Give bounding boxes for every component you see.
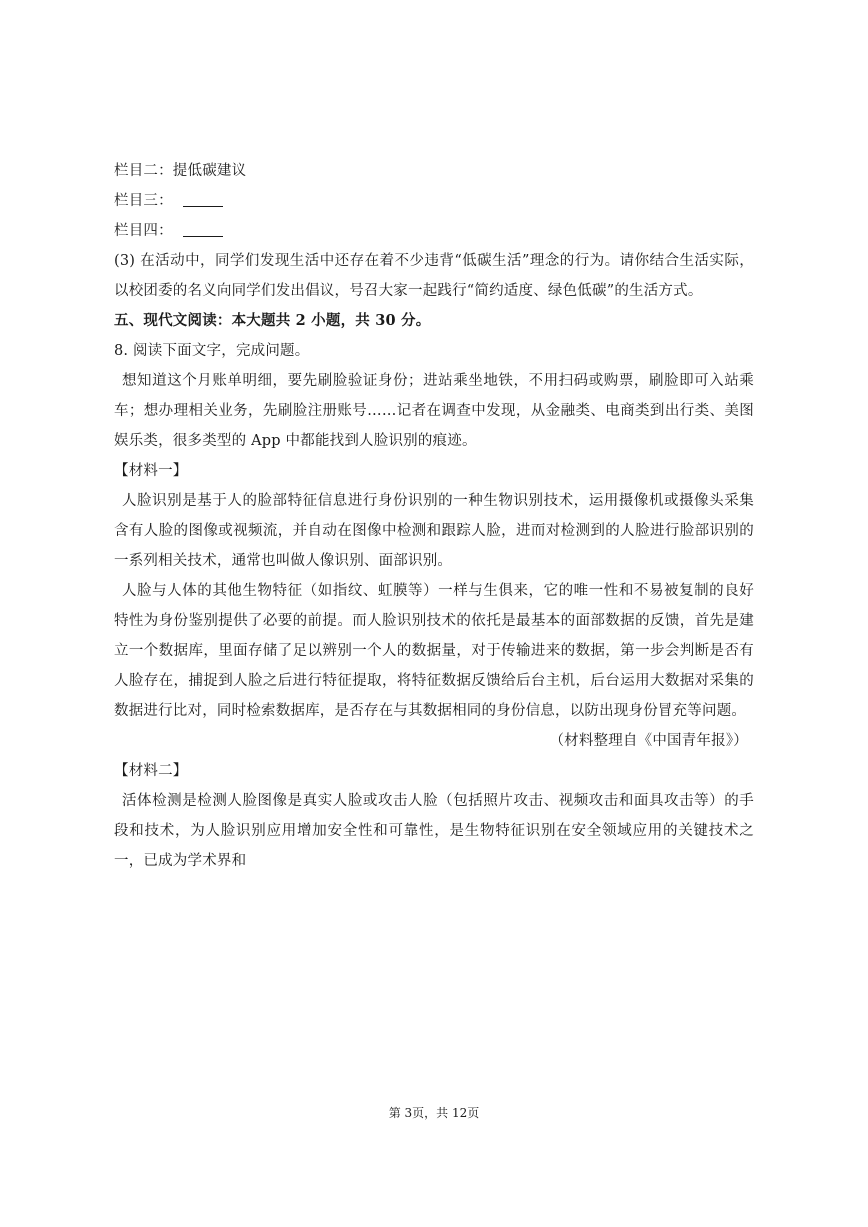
column-four-label: 栏目四： <box>114 223 173 239</box>
answer-blank <box>183 220 223 237</box>
material-one-paragraph-1: 人脸识别是基于人的脸部特征信息进行身份识别的一种生物识别技术，运用摄像机或摄像头采集含有人脸的图像或视频流，并自动在图像中检测和跟踪人脸，进而对检测到的人脸进行脸部识别的一系列相关技术，通常也叫做人像识别、面部识别。 <box>114 493 754 569</box>
material-one-source: （材料整理自《中国青年报》） <box>549 733 748 749</box>
page-content <box>114 156 754 876</box>
column-two-line: 栏目二：提低碳建议 <box>114 163 247 179</box>
material-one-paragraph-2: 人脸与人体的其他生物特征（如指纹、虹膜等）一样与生俱来，它的唯一性和不易被复制的良好特性为身份鉴别提供了必要的前提。而人脸识别技术的依托是最基本的面部数据的反馈，首先是建立一个数据库，里面存储了足以辨别一个人的数据量，对于传输进来的数据，第一步会判断是否有人脸存在，捕捉到人脸之后进行特征提取，将特征数据反馈给后台主机，后台运用大数据对采集的数据进行比对，同时检索数据库，是否存在与其数据相同的身份信息，以防出现身份冒充等问题。 <box>114 583 754 719</box>
column-three-label: 栏目三： <box>114 193 173 209</box>
column-three-line <box>114 186 754 216</box>
material-two-heading: 【材料二】 <box>114 763 188 779</box>
intro-paragraph: 想知道这个月账单明细，要先刷脸验证身份；进站乘坐地铁，不用扫码或购票，刷脸即可入站乘车；想办理相关业务，先刷脸注册账号……记者在调查中发现，从金融类、电商类到出行类、美图娱乐类，很多类型的 App 中都能找到人脸识别的痕迹。 <box>114 373 754 449</box>
question-3-prompt: (3) 在活动中，同学们发现生活中还存在着不少违背“低碳生活”理念的行为。请你结合生活实际，以校团委的名义向同学们发出倡议，号召大家一起践行“简约适度、绿色低碳”的生活方式。 <box>114 253 754 299</box>
section-five-heading: 五、现代文阅读：本大题共 2 小题，共 30 分。 <box>114 312 431 329</box>
page-footer: 第 3页，共 12页 <box>388 1106 480 1120</box>
material-two-paragraph-1: 活体检测是检测人脸图像是真实人脸或攻击人脸（包括照片攻击、视频攻击和面具攻击等）的手段和技术，为人脸识别应用增加安全性和可靠性，是生物特征识别在安全领域应用的关键技术之一，已成为学术界和 <box>114 793 754 869</box>
column-four-line <box>114 216 754 246</box>
question-8-stem: 8. 阅读下面文字，完成问题。 <box>114 343 310 359</box>
answer-blank <box>183 190 223 207</box>
material-one-heading: 【材料一】 <box>114 463 188 479</box>
